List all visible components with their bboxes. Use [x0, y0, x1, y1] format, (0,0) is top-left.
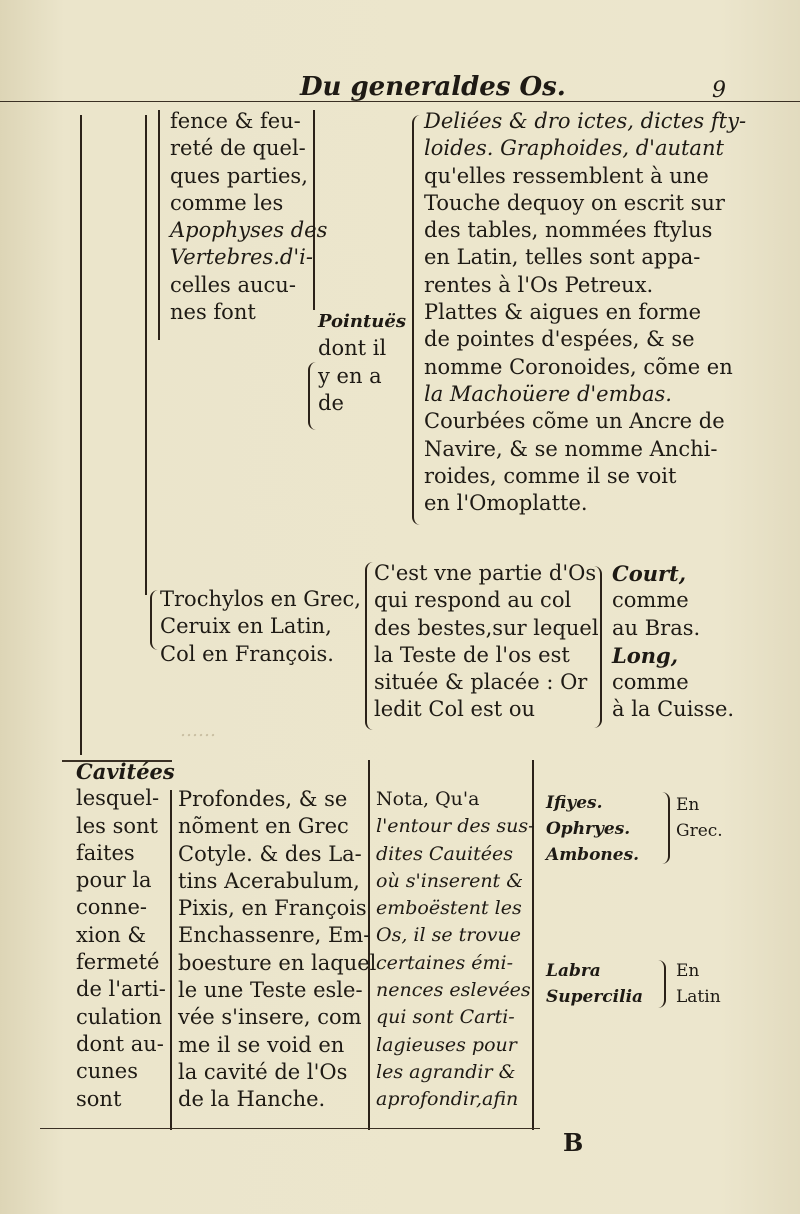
middle-right-brace [592, 566, 602, 728]
bottom-col4b-text: Labra Supercilia [546, 961, 644, 1007]
bleed-through-text: …… [180, 720, 216, 741]
greek-brace [660, 792, 670, 864]
inner-bracket-line [145, 115, 147, 595]
middle-left-text: Trochylos en Grec, Ceruix en Latin, Col en François. [160, 587, 361, 666]
top-left-text: fence & feu- reté de quel- ques parties, comme les Apophyses des Vertebres.d'i- celles aucu- nes font [170, 109, 328, 325]
signature-mark: B [563, 1128, 584, 1157]
greek-label: En Grec. [676, 795, 723, 841]
top-right-text: Deliées & dro ictes, dictes fty- loides. Graphoides, d'autant qu'elles ressemblent à une Touche dequoy on escrit sur des tables, nommées ftylus en Latin, telles sont appa- rentes à l'Os Petreux. Plattes & aigues en forme de pointes d'espées, & se nomme Coronoides, cõme en la Machoüere d'embas. Courbées cõme un Ancre de Navire, & se nomme Anchi- roides, comme il se voit en l'Omoplatte. [424, 109, 747, 516]
outer-bracket-line [80, 115, 82, 755]
bottom-col1-text: Cavitées lesquel- les sont faites pour la conne- xion & fermeté de l'arti- culation dont au- cunes sont [76, 759, 175, 1111]
bottom-col2-text: Profondes, & se nõment en Grec Cotyle. & des La- tins Acerabulum, Pixis, en François Enchassenre, Em- boesture en laquel le une Teste esle- vée s'insere, com me il se void en la cavité de l'Os de la Hanche. [178, 787, 377, 1112]
bottom-rule [40, 1128, 540, 1129]
middle-center-text: C'est vne partie d'Os qui respond au col des bestes,sur lequel la Teste de l'os est située & placée : Or ledit Col est ou [374, 561, 599, 722]
pointues-brace [308, 362, 318, 430]
top-right-brace [412, 115, 424, 525]
pointues-text: Pointuës dont il y en a de [318, 311, 406, 415]
col-divider-top [158, 110, 160, 340]
latin-brace [656, 960, 666, 1008]
bottom-col4a-text: Ifiyes. Ophryes. Ambones. [546, 793, 640, 865]
bottom-col3-text: Nota, Qu'a l'entour des sus- dites Cauitées où s'inserent & emboëstent les Os, il se trovue certaines émi- nences eslevées qui sont Carti- lagieuses pour les agrandir & aprofondir,afin [376, 788, 535, 1111]
middle-right-text: Court, comme au Bras. Long, comme à la Cuisse. [612, 561, 735, 722]
running-head: Du generaldes Os. [300, 72, 566, 102]
col-brace [150, 590, 160, 650]
page-number: 9 [712, 78, 726, 103]
latin-label: En Latin [676, 961, 721, 1007]
